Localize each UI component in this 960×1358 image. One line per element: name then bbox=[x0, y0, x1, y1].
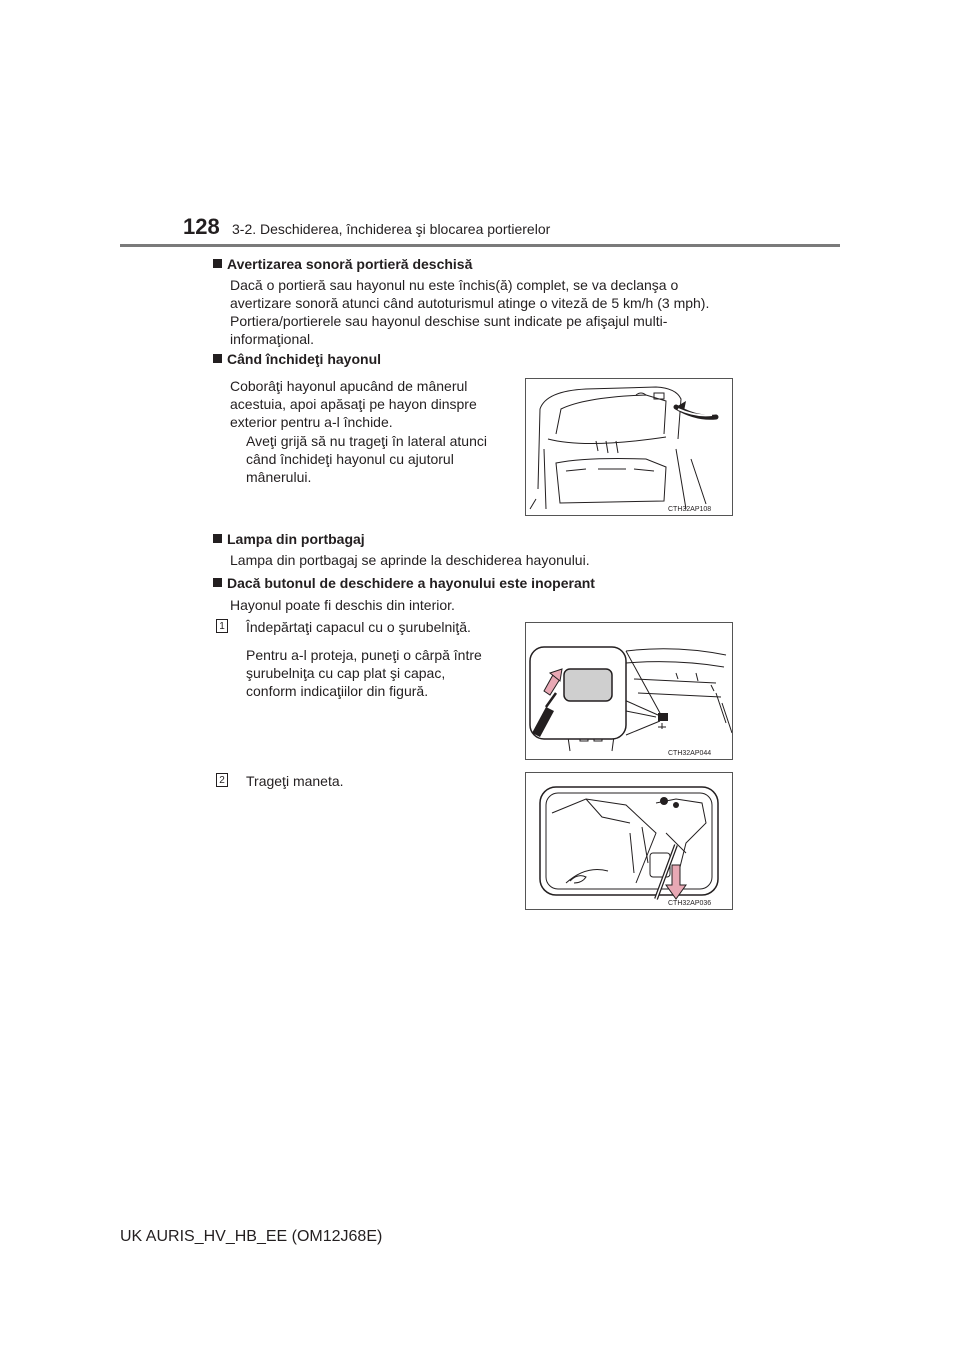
step-1-note: Pentru a-l proteja, puneţi o cârpă între şurubelniţa cu cap plat şi capac, conform indicaţiilor din figură. bbox=[246, 647, 482, 699]
step-1-text: Îndepărtaţi capacul cu o şurubelniţă. bbox=[246, 619, 471, 635]
figure-code-044: CTH32AP044 bbox=[668, 750, 712, 757]
bullet-square-icon bbox=[213, 259, 222, 268]
chapter-title: 3-2. Deschiderea, închiderea şi blocarea portierelor bbox=[232, 221, 551, 237]
page-number: 128 bbox=[183, 214, 220, 239]
figure-pull-lever bbox=[525, 772, 733, 910]
figure-tailgate-close bbox=[525, 378, 733, 516]
tailgate-illustration bbox=[526, 379, 732, 515]
figure-remove-cover bbox=[525, 622, 733, 760]
lever-illustration bbox=[526, 773, 732, 909]
bullet-square-icon bbox=[213, 534, 222, 543]
closing-note: Aveţi grijă să nu trageţi în lateral atunci când închideţi hayonul cu ajutorul mânerului. bbox=[246, 433, 487, 485]
closing-paragraph: Coborâţi hayonul apucând de mânerul acestuia, apoi apăsaţi pe hayon dinspre exterior pentru a-l închide. bbox=[230, 378, 477, 430]
inoperable-paragraph: Hayonul poate fi deschis din interior. bbox=[230, 597, 455, 613]
step-number-1: 1 bbox=[216, 619, 228, 633]
door-warning-paragraph: Dacă o portieră sau hayonul nu este închis(ă) complet, se va declanşa o avertizare sonoră atunci când autoturismul atinge o viteză de 5 km/h (3 mph). Portiera/portierele sau hayonul deschise sunt indicate pe afişajul multi- informaţional. bbox=[230, 277, 710, 347]
cover-removal-illustration bbox=[526, 623, 732, 759]
section-heading-closing: Când închideţi hayonul bbox=[213, 351, 381, 367]
header-rule bbox=[120, 244, 840, 247]
step-number-2: 2 bbox=[216, 773, 228, 787]
figure-code-036: CTH32AP036 bbox=[668, 900, 712, 907]
lamp-paragraph: Lampa din portbagaj se aprinde la deschiderea hayonului. bbox=[230, 552, 590, 568]
model-footer: UK AURIS_HV_HB_EE (OM12J68E) bbox=[120, 1228, 383, 1245]
section-heading-door-warning: Avertizarea sonoră portieră deschisă bbox=[213, 256, 472, 272]
section-heading-lamp: Lampa din portbagaj bbox=[213, 531, 365, 547]
bullet-square-icon bbox=[213, 578, 222, 587]
step-2-text: Trageţi maneta. bbox=[246, 773, 344, 789]
figure-code-108: CTH32AP108 bbox=[668, 506, 712, 513]
bullet-square-icon bbox=[213, 354, 222, 363]
section-heading-inoperable: Dacă butonul de deschidere a hayonului este inoperant bbox=[213, 575, 595, 591]
